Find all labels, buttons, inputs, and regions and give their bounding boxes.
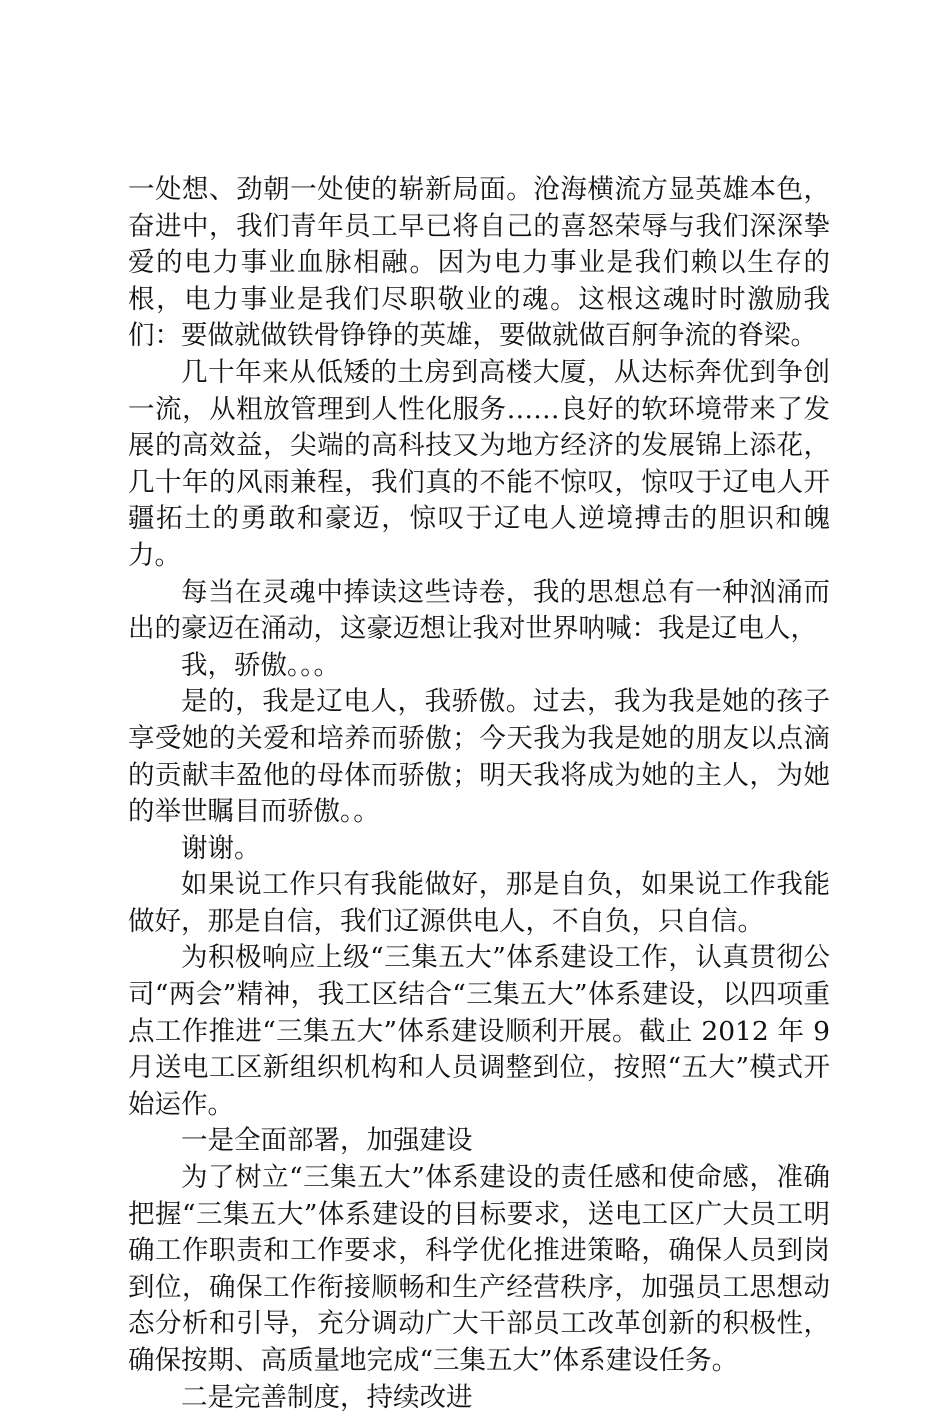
paragraph: 一处想、劲朝一处使的崭新局面。沧海横流方显英雄本色，奋进中，我们青年员工早已将自己的喜怒荣辱与我们深深挚爱的电力事业血脉相融。因为电力事业是我们赖以生存的根，电力事业是我们尽职敬业的魂。这根这魂时时激励我们：要做就做铁骨铮铮的英雄，要做就做百舸争流的脊梁。 <box>128 174 830 352</box>
paragraph: 谢谢。 <box>181 832 261 864</box>
paragraph: 是的，我是辽电人，我骄傲。过去，我为我是她的孩子享受她的关爱和培养而骄傲；今天我为我是她的朋友以点滴的贡献丰盈他的母体而骄傲；明天我将成为她的主人，为她的举世瞩目而骄傲。。 <box>128 686 830 828</box>
paragraph: 几十年来从低矮的土房到高楼大厦，从达标奔优到争创一流，从粗放管理到人性化服务……良好的软环境带来了发展的高效益，尖端的高科技又为地方经济的发展锦上添花，几十年的风雨兼程，我们真的不能不惊叹，惊叹于辽电人开疆拓土的勇敢和豪迈，惊叹于辽电人逆境搏击的胆识和魄力。 <box>128 356 830 571</box>
paragraph: 为积极响应上级“三集五大”体系建设工作，认真贯彻公司“两会”精神，我工区结合“三集五大”体系建设，以四项重点工作推进“三集五大”体系建设顺利开展。截止 2012 年 9 月送电工区新组织机构和人员调整到位，按照“五大”模式开始运作。 <box>128 942 830 1120</box>
document-body <box>128 172 830 1416</box>
paragraph: 为了树立“三集五大”体系建设的责任感和使命感，准确把握“三集五大”体系建设的目标要求，送电工区广大员工明确工作职责和工作要求，科学优化推进策略，确保人员到岗到位，确保工作衔接顺畅和生产经营秩序，加强员工思想动态分析和引导，充分调动广大干部员工改革创新的积极性，确保按期、高质量地完成“三集五大”体系建设任务。 <box>128 1162 830 1376</box>
paragraph: 如果说工作只有我能做好，那是自负，如果说工作我能做好，那是自信，我们辽源供电人，不自负，只自信。 <box>128 869 830 937</box>
section-heading: 一是全面部署，加强建设 <box>181 1125 473 1157</box>
paragraph: 每当在灵魂中捧读这些诗卷，我的思想总有一种汹涌而出的豪迈在涌动，这豪迈想让我对世界呐喊：我是辽电人， <box>128 576 830 645</box>
section-heading: 二是完善制度，持续改进 <box>181 1381 473 1413</box>
paragraph: 我，骄傲。。。 <box>181 649 340 681</box>
